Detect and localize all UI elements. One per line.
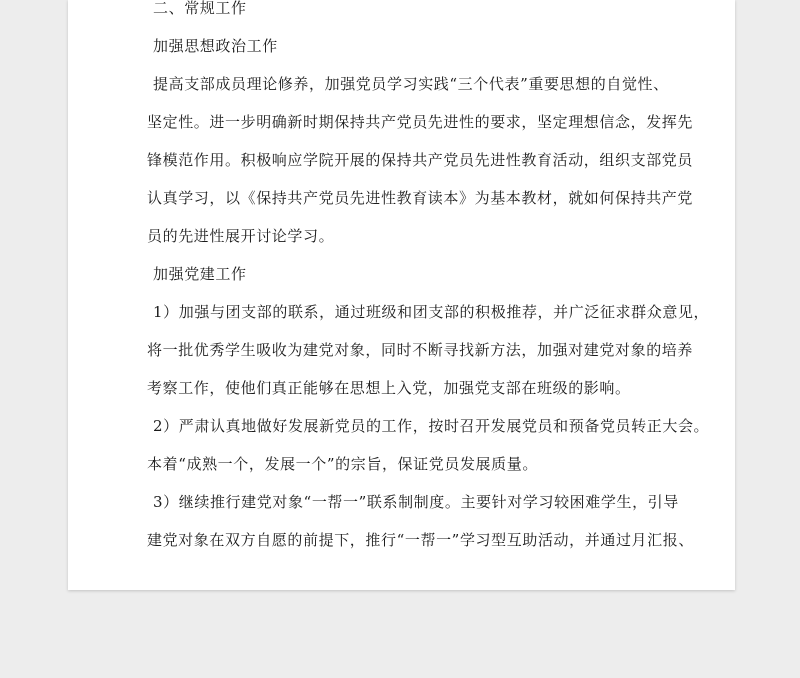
paragraph-line: 认真学习，以《保持共产党员先进性教育读本》为基本教材，就如何保持共产党 [147,189,694,207]
item-1-line: 1）加强与团支部的联系，通过班级和团支部的积极推荐，并广泛征求群众意见， [153,303,710,321]
subheading-party-building: 加强党建工作 [153,265,247,283]
item-2-line: 本着“成熟一个，发展一个”的宗旨，保证党员发展质量。 [147,455,538,473]
item-3-line: 建党对象在双方自愿的前提下，推行“一帮一”学习型互助活动，并通过月汇报、 [147,531,694,549]
paragraph-line: 提高支部成员理论修养，加强党员学习实践“三个代表”重要思想的自觉性、 [153,75,669,93]
paragraph-line: 员的先进性展开讨论学习。 [147,227,335,245]
item-2-line: 2）严肃认真地做好发展新党员的工作，按时召开发展党员和预备党员转正大会。 [153,417,710,435]
item-3-line: 3）继续推行建党对象“一帮一”联系制制度。主要针对学习较困难学生，引导 [153,493,679,511]
item-1-line: 将一批优秀学生吸收为建党对象，同时不断寻找新方法，加强对建党对象的培养 [147,341,694,359]
document-page [68,0,735,590]
subheading-ideology: 加强思想政治工作 [153,37,278,55]
item-1-line: 考察工作，使他们真正能够在思想上入党，加强党支部在班级的影响。 [147,379,631,397]
section-heading: 二、常规工作 [153,0,247,17]
paragraph-line: 坚定性。进一步明确新时期保持共产党员先进性的要求，坚定理想信念，发挥先 [147,113,694,131]
paragraph-line: 锋模范作用。积极响应学院开展的保持共产党员先进性教育活动，组织支部党员 [147,151,694,169]
